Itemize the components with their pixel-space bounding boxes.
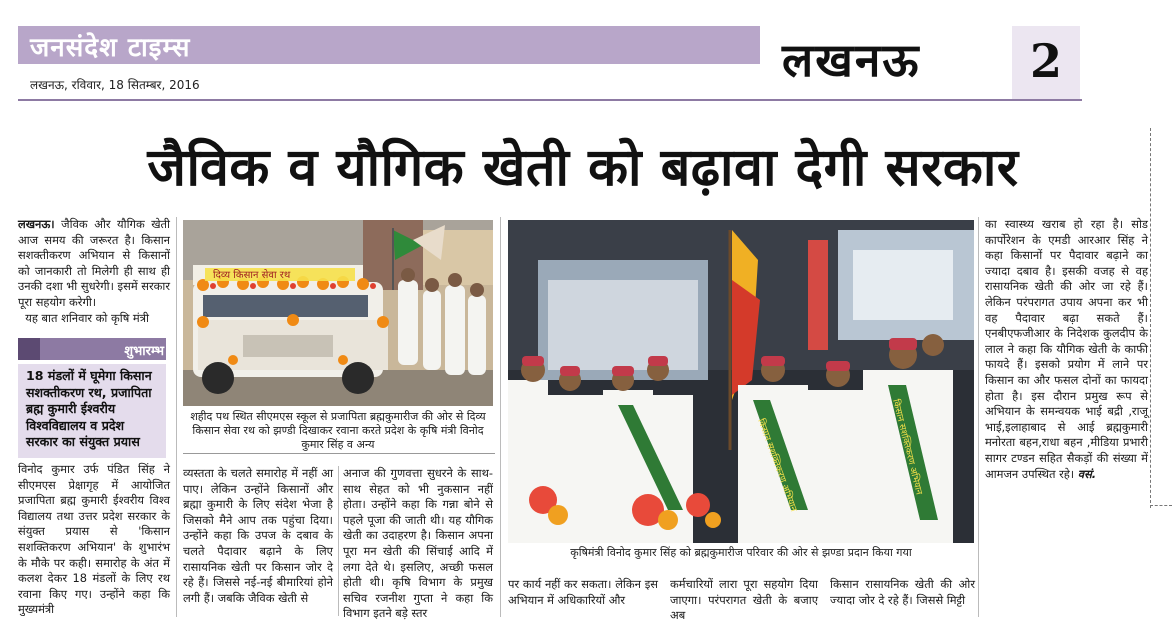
column-7-text: का स्वास्थ्य खराब हो रहा है। सोड कार्पोरेशन के एमडी आरआर सिंह ने कहा किसानों पर पैदावार बढ़ाने का ज्यादा दबाव है। इसकी वजह से वह रासायनिक खेती की ओर जा रहे हैं। लेकिन परंपरागत उपाय अपना कर भी वह पैदावार बढ़ा सकते हैं। एनबीएफजीआर के निदेशक कुलदीप के लाल ने कहा कि यौगिक खेती के काफी फायदे हैं। इसको प्रयोग में लाने पर किसान का और फसल दोनों का फायदा होता है। इस दौरान प्रमुख रूप से अभियान के समन्वयक भाई बद्री ,राजू भाई,इलाहाबाद से आई ब्रह्मकुमारी मनोरता बहन,राधा बहन ,मीडिया प्रभारी सागर टण्डन सहित सैकड़ों की संख्या में आमजन उपस्थित रहे। — [985, 217, 1148, 481]
masthead-rule — [18, 99, 1082, 101]
article-column-3: अनाज की गुणवत्ता सुधरने के साथ-साथ सेहत को भी नुकसान नहीं होता। उन्होंने कहा कि गन्ना बोने से पहले पूजा की जाती थी। यह यौगिक खेती का उदाहरण है। किसान अपना पूरा मन खेती की सिंचाई आदि में लगा देते थे। इसलिए, अच्छी फसल होती थी। कृषि विभाग के प्रमुख सचिव रजनीश गुप्ता ने कहा कि विभाग इतने बड़े स्तर — [343, 466, 493, 621]
photo-1-caption: शहीद पथ स्थित सीएमएस स्कूल से प्रजापिता ब्रह्मकुमारीज की ओर से दिव्य किसान सेवा रथ को झण्डी दिखाकर रवाना करते प्रदेश के कृषि मंत्री विनोद कुमार सिंह व अन्य — [190, 410, 486, 451]
sidebar-label-tab — [18, 338, 40, 360]
newspaper-name: जनसंदेश टाइम्स — [30, 33, 191, 63]
photo-2-sash-text-1: किसान सशक्तिकरण अभियान — [755, 417, 799, 514]
photo-2-sash-text-2: किसान सशक्तिकरण अभियान — [890, 398, 924, 496]
page-number: 2 — [1029, 34, 1062, 88]
column-1-text: जैविक और यौगिक खेती आज समय की जरूरत है। किसान सशक्तीकरण अभियान से किसानों को जानकारी तो मिलेगी ही साथ ही उनकी दशा भी सुधरेगी। इसमें सरकार पूरा सहयोग करेगी। — [18, 217, 170, 309]
adjacent-column-border-bottom — [1150, 505, 1172, 507]
column-rule — [338, 466, 339, 616]
column-rule — [978, 217, 979, 617]
photo-flag-presentation — [508, 220, 974, 543]
column-1-text-2: यह बात शनिवार को कृषि मंत्री — [25, 310, 149, 325]
column-rule — [176, 217, 177, 617]
dateline: लखनऊ, रविवार, 18 सितम्बर, 2016 — [30, 78, 200, 92]
highlight-text: 18 मंडलों में घूमेगा किसान सशक्तीकरण रथ, प्रजापिता ब्रह्म कुमारी ईश्वरीय विश्वविद्यालय व प्रदेश सरकार का संयुक्त प्रयास — [26, 368, 152, 450]
article-column-7 — [985, 217, 1148, 482]
photo-flag-off-vehicle — [183, 220, 493, 406]
photo-2-caption: कृषिमंत्री विनोद कुमार सिंह को ब्रह्मकुमारीज परिवार की ओर से झण्डा प्रदान किया गया — [570, 546, 912, 559]
sidebar-label: शुभारम्भ — [124, 344, 164, 359]
article-column-5: कर्मचारियों लारा पूरा सहयोग दिया जाएगा। परंपरागत खेती के बजाए अब — [670, 577, 818, 623]
lead-word: लखनऊ। — [18, 217, 55, 231]
article-column-4: पर कार्य नहीं कर सकता। लेकिन इस अभियान में अधिकारियों और — [508, 577, 658, 607]
city-name: लखनऊ — [782, 33, 921, 87]
reporter-signoff: वसं. — [1077, 466, 1097, 481]
column-rule — [500, 217, 501, 617]
caption-rule — [183, 453, 495, 454]
article-column-1 — [18, 217, 170, 326]
article-column-6: किसान रासायनिक खेती की ओर ज्यादा जोर दे रहे हैं। जिससे मिट्टी — [830, 577, 975, 607]
headline: जैविक व यौगिक खेती को बढ़ावा देगी सरकार — [147, 138, 1019, 198]
article-column-1b: विनोद कुमार उर्फ पंडित सिंह ने सीएमएस प्रेक्षागृह में आयोजित प्रजापिता ब्रह्म कुमारी ईश्वरीय विश्व विद्यालय तथा उत्तर प्रदेश सरकार के संयुक्त प्रयास से 'किसान सशक्तिकरण अभियान' के शुभारंभ के मौके पर कही। समारोह के अंत में कलश देकर 18 मंडलों के लिए रथ रवाना किए गए। उन्होंने कहा कि मुख्यमंत्री — [18, 462, 170, 617]
adjacent-column-border — [1150, 128, 1152, 508]
article-column-2: व्यस्तता के चलते समारोह में नहीं आ पाए। लेकिन उन्होंने किसानों और ब्रह्मा कुमारी के लिए संदेश भेजा है जिसको मैने आप तक पहुंचा दिया। उन्होंने कहा कि उपज के दबाव के चलते पैदावार बढ़ाने के लिए रासायनिक खेती पर किसान जोर दे रहे हैं। जिससे नई-नई बीमारियां होने लगी हैं। जबकि जैविक खेती से — [183, 466, 333, 605]
photo-1-banner-text: दिव्य किसान सेवा रथ — [213, 270, 291, 281]
